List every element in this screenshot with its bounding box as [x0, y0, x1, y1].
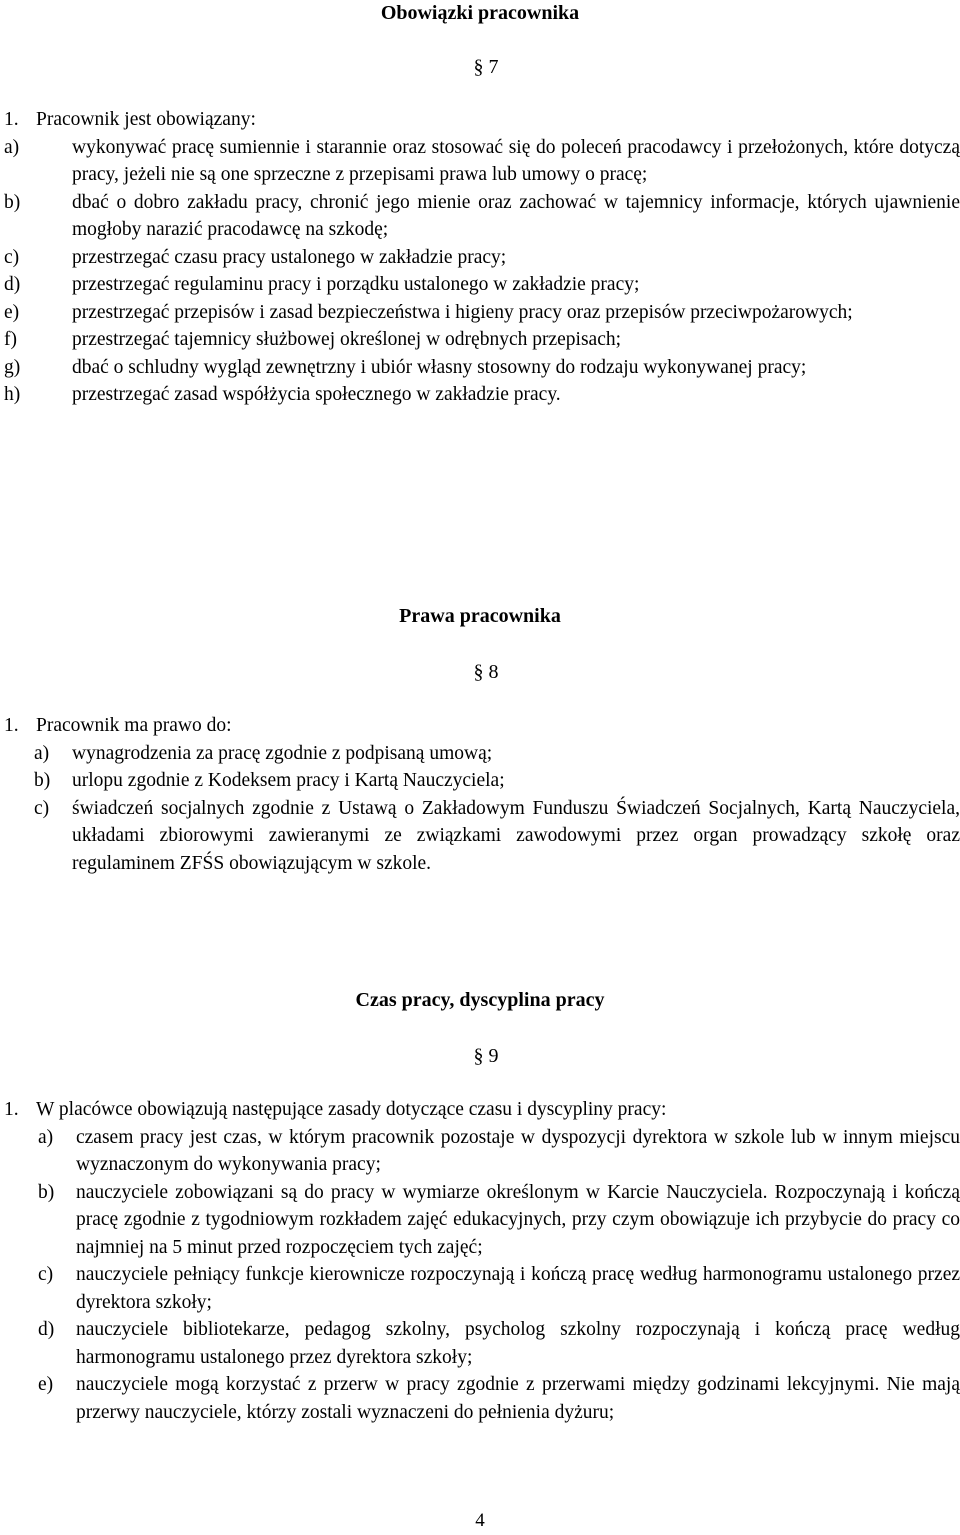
list-item-label: d) [38, 1319, 55, 1340]
lead-text: Pracownik jest obowiązany: [36, 109, 256, 130]
list-item [0, 1316, 960, 1371]
list-item [0, 1261, 960, 1316]
list-item-label: h) [4, 384, 21, 405]
list-item-text: nauczyciele mogą korzystać z przerw w pracy zgodnie z przerwami między godzinami lekcyjnymi. Nie mają przerwy nauczyciele, którzy zostali wyznaczeni do pełnienia dyżuru; [76, 1374, 960, 1423]
list-item-text: urlopu zgodnie z Kodeksem pracy i Kartą Nauczyciela; [72, 770, 505, 791]
section-czas-pracy-body [0, 1096, 960, 1426]
list-item [0, 1179, 960, 1262]
lead-line [0, 106, 960, 134]
list-item-label: b) [38, 1181, 55, 1203]
list-item-text: wynagrodzenia za pracę zgodnie z podpisaną umową; [72, 742, 493, 764]
list-item-label: a) [34, 742, 50, 764]
list-item-label: d) [4, 274, 21, 295]
list-item-text: przestrzegać przepisów i zasad bezpieczeństwa i higieny pracy oraz przepisów przeciwpożarowych; [72, 301, 853, 323]
list-item-label: e) [38, 1374, 54, 1395]
list-item-label: e) [4, 301, 20, 323]
list-item [0, 740, 960, 768]
lead-number: 1. [4, 109, 19, 130]
list-item-text: czasem pracy jest czas, w którym pracownik pozostaje w dyspozycji dyrektora w szkole lub w innym miejscu wyznaczonym do wykonywania pracy; [76, 1126, 960, 1175]
section-heading-czas-pracy: Czas pracy, dyscyplina pracy [355, 989, 605, 1011]
lead-text: Pracownik ma prawo do: [36, 715, 232, 736]
list-item [0, 795, 960, 878]
list-item-label: c) [34, 797, 50, 819]
list-item-label: c) [38, 1264, 54, 1285]
list-item-text: dbać o schludny wygląd zewnętrzny i ubiór własny stosowny do rodzaju wykonywanej pracy; [72, 356, 807, 378]
lead-line [0, 1096, 960, 1124]
list-item-text: przestrzegać tajemnicy służbowej określonej w odrębnych przepisach; [72, 329, 622, 350]
list-item [0, 326, 960, 354]
paragraph-number-7: § 7 [473, 56, 499, 78]
list-item [0, 271, 960, 299]
list-item [0, 189, 960, 244]
lead-number: 1. [4, 1099, 19, 1120]
lead-number: 1. [4, 715, 19, 736]
section-heading-obowiazki: Obowiązki pracownika [380, 2, 580, 24]
list-item-text: przestrzegać regulaminu pracy i porządku ustalonego w zakładzie pracy; [72, 274, 640, 295]
list-item-text: przestrzegać czasu pracy ustalonego w zakładzie pracy; [72, 246, 507, 268]
page-number: 4 [475, 1510, 485, 1531]
list-item [0, 767, 960, 795]
lead-line [0, 712, 960, 740]
list-item-label: g) [4, 356, 21, 378]
list-item-label: c) [4, 246, 20, 268]
section-prawa-body [0, 712, 960, 877]
section-heading-prawa: Prawa pracownika [399, 605, 561, 627]
list-item-label: a) [38, 1126, 54, 1148]
list-item [0, 381, 960, 409]
list-item-text: wykonywać pracę sumiennie i starannie oraz stosować się do poleceń pracodawcy i przełożonych, które dotyczą pracy, jeżeli nie są one sprzeczne z przepisami prawa lub umowy o pracę; [72, 136, 960, 185]
list-item [0, 1124, 960, 1179]
lead-text: W placówce obowiązują następujące zasady dotyczące czasu i dyscypliny pracy: [36, 1099, 667, 1120]
list-item [0, 134, 960, 189]
list-item-text: przestrzegać zasad współżycia społecznego w zakładzie pracy. [72, 384, 561, 405]
section-obowiazki-body [0, 106, 960, 409]
list-item-label: b) [4, 191, 21, 213]
paragraph-number-9: § 9 [473, 1045, 499, 1067]
list-item [0, 1371, 960, 1426]
list-item-label: b) [34, 770, 51, 791]
paragraph-number-8: § 8 [473, 661, 499, 683]
list-item [0, 354, 960, 382]
list-item [0, 299, 960, 327]
list-item-text: dbać o dobro zakładu pracy, chronić jego mienie oraz zachować w tajemnicy informacje, których ujawnienie mogłoby narazić pracodawcę na szkodę; [72, 191, 960, 240]
list-item-label: a) [4, 136, 20, 158]
list-item-label: f) [4, 329, 17, 350]
list-item-text: nauczyciele zobowiązani są do pracy w wymiarze określonym w Karcie Nauczyciela. Rozpoczynają i kończą pracę zgodnie z tygodniowym rozkładem zajęć edukacyjnych, przy czym obowiązuje ich przybycie do pracy co najmniej na 5 minut przed rozpoczęciem tych zajęć; [76, 1181, 960, 1258]
list-item [0, 244, 960, 272]
list-item-text: nauczyciele bibliotekarze, pedagog szkolny, psycholog szkolny rozpoczynają i kończą pracę według harmonogramu ustalonego przez dyrektora szkoły; [76, 1319, 960, 1368]
list-item-text: świadczeń socjalnych zgodnie z Ustawą o Zakładowym Funduszu Świadczeń Socjalnych, Kartą Nauczyciela, układami zbiorowymi zawieranymi ze związkami zawodowymi przez organ prowadzący szkołę oraz regulaminem ZFŚS obowiązującym w szkole. [72, 797, 960, 874]
list-item-text: nauczyciele pełniący funkcje kierownicze rozpoczynają i kończą pracę według harmonogramu ustalonego przez dyrektora szkoły; [76, 1264, 960, 1313]
